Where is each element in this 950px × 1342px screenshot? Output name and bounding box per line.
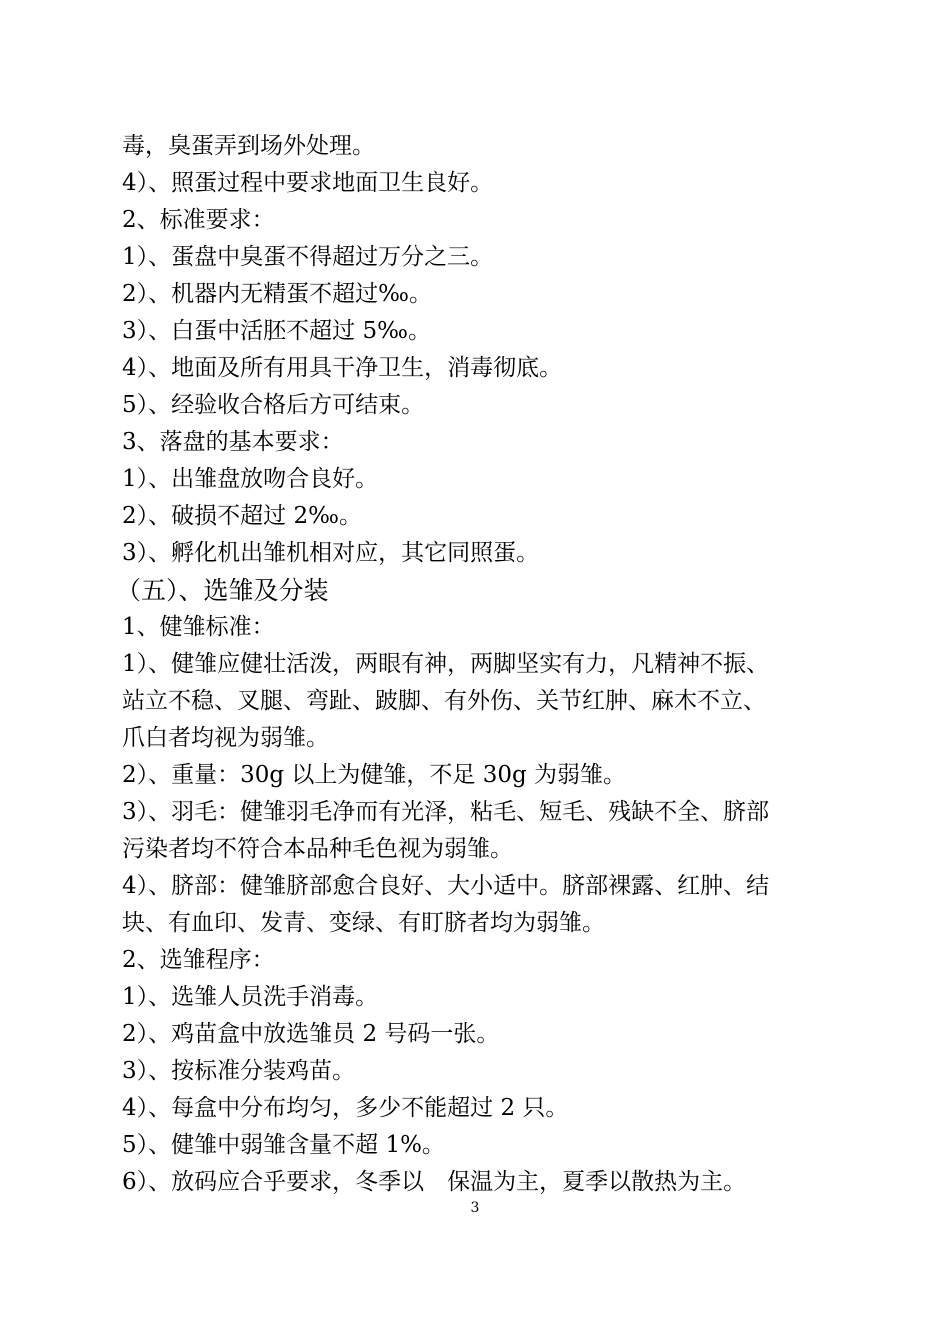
text-line: 3）、羽毛：健雏羽毛净而有光泽，粘毛、短毛、残缺不全、脐部 [122, 799, 770, 825]
subsection-heading: 3、落盘的基本要求： [122, 429, 344, 455]
text-line: 1）、蛋盘中臭蛋不得超过万分之三。 [122, 244, 494, 270]
subsection-heading: 2、标准要求： [122, 207, 275, 233]
text-line: 5）、经验收合格后方可结束。 [122, 392, 425, 418]
text-line: 1）、出雏盘放吻合良好。 [122, 466, 379, 492]
text-line: 3）、孵化机出雏机相对应，其它同照蛋。 [122, 540, 540, 566]
text-line: 4）、脐部：健雏脐部愈合良好、大小适中。脐部裸露、红肿、结 [122, 873, 770, 899]
document-body [116, 128, 852, 1201]
page-number: 3 [470, 1200, 480, 1216]
text-line: 块、有血印、发青、变绿、有盯脐者均为弱雏。 [122, 910, 605, 936]
subsection-heading: 2、选雏程序： [122, 947, 275, 973]
text-line: 4）、每盒中分布均匀，多少不能超过 2 只。 [122, 1095, 569, 1121]
text-line: 2）、鸡苗盒中放选雏员 2 号码一张。 [122, 1021, 500, 1047]
text-line: 1）、选雏人员洗手消毒。 [122, 984, 379, 1010]
text-line: 毒，臭蛋弄到场外处理。 [122, 133, 375, 159]
text-line: 4）、地面及所有用具干净卫生，消毒彻底。 [122, 355, 563, 381]
section-heading: （五）、选雏及分装 [116, 576, 329, 605]
text-line: 3）、按标准分装鸡苗。 [122, 1058, 356, 1084]
text-line: 6）、放码应合乎要求，冬季以 保温为主，夏季以散热为主。 [122, 1169, 747, 1195]
text-line: 3）、白蛋中活胚不超过 5‰。 [122, 318, 431, 344]
text-line: 2）、破损不超过 2‰。 [122, 503, 362, 529]
text-line: 5）、健雏中弱雏含量不超 1%。 [122, 1132, 445, 1158]
text-line: 4）、照蛋过程中要求地面卫生良好。 [122, 170, 494, 196]
text-line: 污染者均不符合本品种毛色视为弱雏。 [122, 836, 513, 862]
subsection-heading: 1、健雏标准： [122, 614, 275, 640]
text-line: 1）、健雏应健壮活泼，两眼有神，两脚坚实有力，凡精神不振、 [122, 651, 770, 677]
text-line: 爪白者均视为弱雏。 [122, 725, 329, 751]
text-line: 2）、机器内无精蛋不超过‰。 [122, 281, 432, 307]
text-line: 站立不稳、叉腿、弯趾、跛脚、有外伤、关节红肿、麻木不立、 [122, 688, 766, 714]
text-line: 2）、重量：30g 以上为健雏，不足 30g 为弱雏。 [122, 762, 627, 788]
